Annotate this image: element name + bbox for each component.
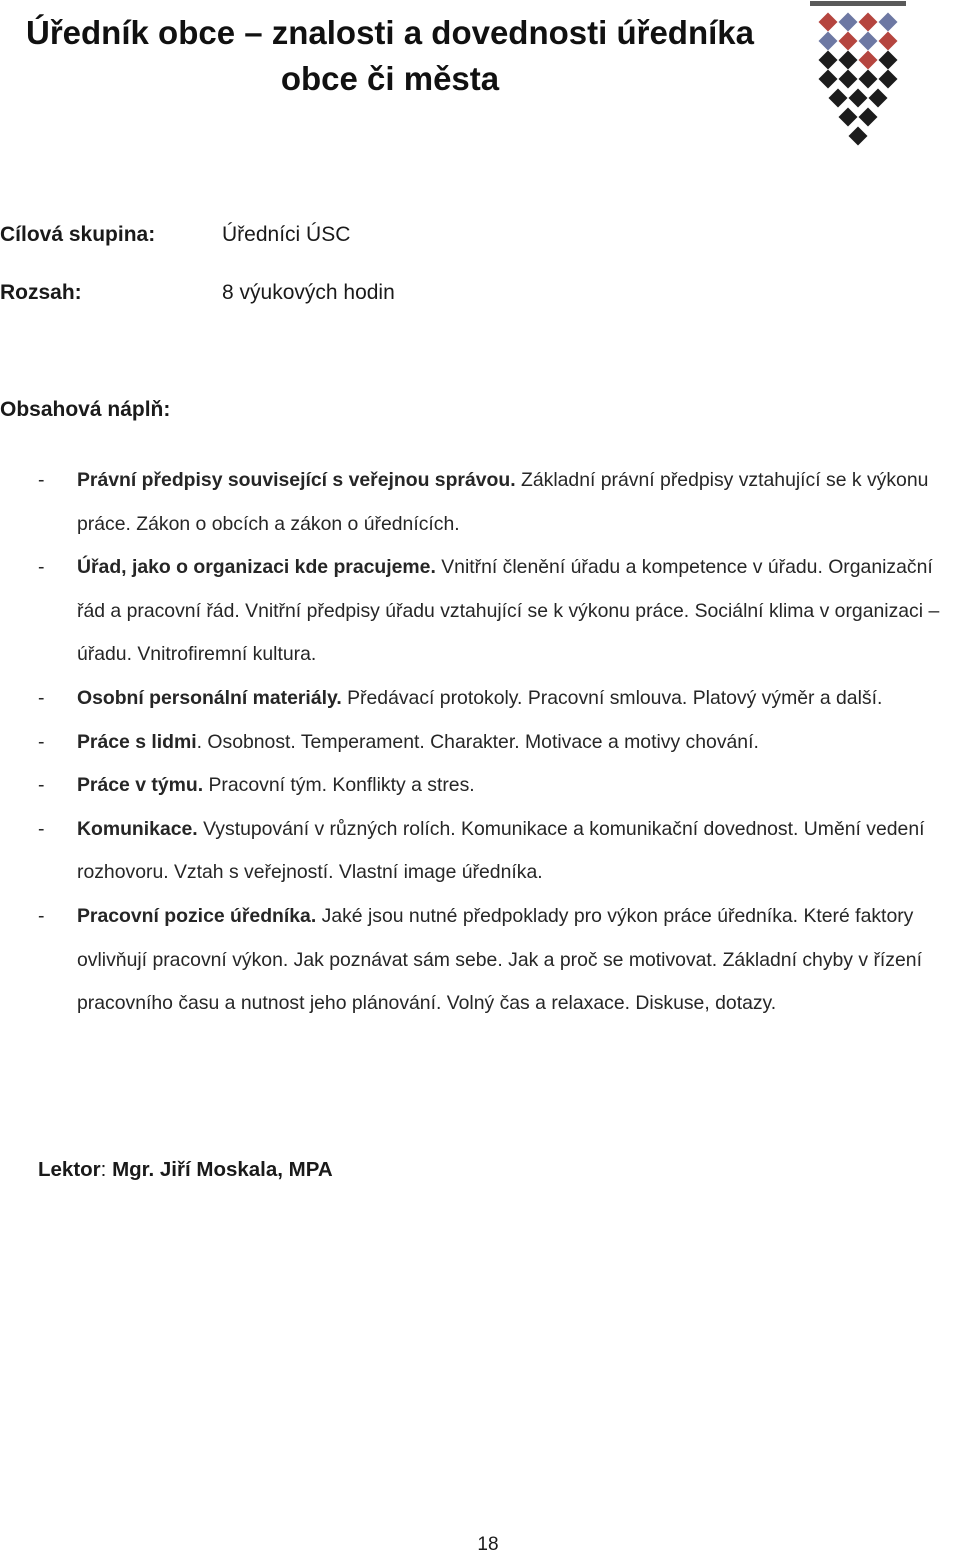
logo-diamond: [859, 70, 878, 89]
scope-value: 8 výukových hodin: [222, 281, 395, 304]
logo-diamond: [869, 89, 888, 108]
item-text: Základní právní předpisy vztahující se k výkonu práce. Zákon o obcích a zákon o úřednících.: [77, 469, 929, 535]
logo-diamond: [839, 13, 858, 32]
list-bullet: -: [38, 556, 45, 579]
logo-diamond: [859, 51, 878, 70]
diamond-grid-logo-icon: [808, 0, 908, 160]
list-item: [0, 895, 960, 1026]
target-group-label: Cílová skupina:: [0, 223, 156, 246]
logo-diamond: [879, 51, 898, 70]
target-group-value: Úředníci ÚSC: [222, 223, 351, 246]
item-text: Jaké jsou nutné předpoklady pro výkon práce úředníka. Které faktory ovlivňují pracovní výkon. Jak poznávat sám sebe. Jak a proč se motivovat. Základní chyby v řízení pracovního času a nutnost jeho plánování. Volný čas a relaxace. Diskuse, dotazy.: [77, 904, 922, 1015]
lecturer-separator: :: [100, 1158, 113, 1181]
logo-diamond: [829, 89, 848, 108]
item-lead: Práce s lidmi: [77, 730, 197, 753]
item-text: Pracovní tým. Konflikty a stres.: [203, 774, 475, 797]
content-list: [0, 459, 960, 1026]
item-lead: Práce v týmu.: [77, 774, 204, 797]
list-bullet: -: [38, 904, 45, 927]
list-item: [0, 677, 960, 721]
logo-diamond: [859, 32, 878, 51]
logo-diamond: [859, 108, 878, 127]
logo-diamond: [839, 108, 858, 127]
item-lead: Komunikace.: [77, 817, 198, 840]
list-item: [0, 808, 960, 895]
lecturer-label: Lektor: [38, 1158, 101, 1181]
item-text: Předávací protokoly. Pracovní smlouva. Platový výměr a další.: [341, 686, 883, 709]
page-number: 18: [477, 1534, 499, 1555]
item-text: Vnitřní členění úřadu a kompetence v úřadu. Organizační řád a pracovní řád. Vnitřní předpisy úřadu vztahující se k výkonu práce. Sociální klima v organizaci – úřadu. Vnitrofiremní kultura.: [77, 556, 940, 666]
lecturer-name: Mgr. Jiří Moskala, MPA: [112, 1158, 333, 1181]
logo-diamond: [819, 13, 838, 32]
item-lead: Osobní personální materiály.: [77, 686, 342, 709]
logo-diamond: [879, 32, 898, 51]
content-heading: Obsahová náplň:: [0, 398, 171, 421]
logo-diamond: [849, 89, 868, 108]
list-bullet: -: [38, 730, 45, 753]
lecturer: [38, 1156, 333, 1184]
logo-diamond: [839, 51, 858, 70]
logo-diamond: [879, 70, 898, 89]
list-item: [0, 721, 960, 765]
list-item: [0, 459, 960, 546]
item-lead: Úřad, jako o organizaci kde pracujeme.: [77, 556, 436, 579]
list-bullet: -: [38, 469, 45, 491]
list-bullet: -: [38, 817, 45, 840]
list-bullet: -: [38, 686, 45, 709]
logo-diamond: [819, 32, 838, 51]
document-title: [0, 10, 780, 102]
list-item: [0, 764, 960, 808]
item-lead: Pracovní pozice úředníka.: [77, 904, 317, 927]
logo-diamond: [839, 70, 858, 89]
logo-diamond: [879, 13, 898, 32]
item-text: Vystupování v různých rolích. Komunikace a komunikační dovednost. Umění vedení rozhovoru. Vztah s veřejností. Vlastní image úředníka.: [77, 817, 925, 884]
title-line-1: Úředník obce – znalosti a dovednosti úředníka: [26, 14, 754, 51]
list-item: [0, 546, 960, 677]
list-bullet: -: [38, 774, 45, 797]
logo-diamond: [819, 51, 838, 70]
item-lead: Právní předpisy související s veřejnou správou.: [77, 469, 516, 491]
logo-diamond: [839, 32, 858, 51]
scope-label: Rozsah:: [0, 281, 82, 304]
item-text: . Osobnost. Temperament. Charakter. Motivace a motivy chování.: [196, 730, 759, 753]
logo-top-bar: [810, 1, 906, 6]
logo-diamond: [849, 127, 868, 146]
logo-diamond: [859, 13, 878, 32]
title-line-2: obce či města: [280, 60, 500, 97]
logo-diamond: [819, 70, 838, 89]
